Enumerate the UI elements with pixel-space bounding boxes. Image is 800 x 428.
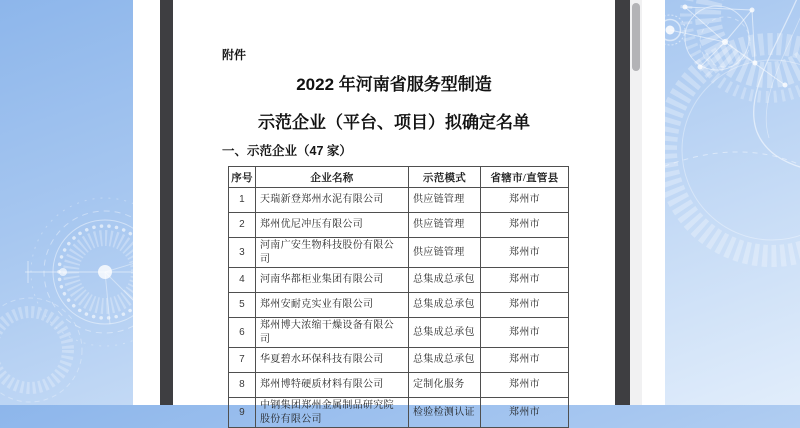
document-title-line1: 2022 年河南省服务型制造 (296, 75, 492, 95)
row-number-cell: 9 (229, 398, 256, 428)
demo-mode-cell: 供应链管理 (409, 213, 481, 238)
companies-table-body (229, 188, 569, 428)
company-name-cell: 天瑞新登郑州水泥有限公司 (256, 188, 409, 213)
city-cell: 郑州市 (481, 348, 569, 373)
row-number-cell: 1 (229, 188, 256, 213)
company-name-cell: 中钢集团郑州金属制品研究院股份有限公司 (256, 398, 409, 428)
demo-mode-cell: 检验检测认证 (409, 398, 481, 428)
document-title-line2: 示范企业（平台、项目）拟确定名单 (258, 112, 530, 132)
header-serial-number: 序号 (229, 167, 256, 188)
table-row (229, 318, 569, 348)
table-row (229, 398, 569, 428)
city-cell: 郑州市 (481, 213, 569, 238)
city-cell: 郑州市 (481, 238, 569, 268)
demo-mode-cell: 供应链管理 (409, 188, 481, 213)
header-city: 省辖市/直管县 (481, 167, 569, 188)
company-name-cell: 河南广安生物科技股份有限公司 (256, 238, 409, 268)
table-row (229, 188, 569, 213)
companies-table (228, 166, 569, 428)
company-name-cell: 郑州博大浓缩干燥设备有限公司 (256, 318, 409, 348)
document-viewer-window (133, 0, 665, 425)
table-row (229, 213, 569, 238)
city-cell: 郑州市 (481, 398, 569, 428)
demo-mode-cell: 总集成总承包 (409, 318, 481, 348)
row-number-cell: 4 (229, 268, 256, 293)
demo-mode-cell: 总集成总承包 (409, 348, 481, 373)
table-row (229, 348, 569, 373)
header-company-name: 企业名称 (256, 167, 409, 188)
city-cell: 郑州市 (481, 268, 569, 293)
row-number-cell: 6 (229, 318, 256, 348)
demo-mode-cell: 总集成总承包 (409, 293, 481, 318)
demo-mode-cell: 供应链管理 (409, 238, 481, 268)
table-row (229, 268, 569, 293)
scrollbar-thumb[interactable] (632, 3, 640, 71)
company-name-cell: 河南华都柜业集团有限公司 (256, 268, 409, 293)
row-number-cell: 5 (229, 293, 256, 318)
row-number-cell: 7 (229, 348, 256, 373)
row-number-cell: 3 (229, 238, 256, 268)
demo-mode-cell: 总集成总承包 (409, 268, 481, 293)
scrollbar-track[interactable] (630, 0, 642, 405)
attachment-label: 附件 (222, 48, 247, 62)
company-name-cell: 郑州博特硬质材料有限公司 (256, 373, 409, 398)
company-name-cell: 华夏碧水环保科技有限公司 (256, 348, 409, 373)
section-heading: 一、示范企业（47 家） (222, 144, 352, 159)
row-number-cell: 8 (229, 373, 256, 398)
header-demo-mode: 示范模式 (409, 167, 481, 188)
city-cell: 郑州市 (481, 188, 569, 213)
city-cell: 郑州市 (481, 373, 569, 398)
company-name-cell: 郑州安耐克实业有限公司 (256, 293, 409, 318)
row-number-cell: 2 (229, 213, 256, 238)
table-row (229, 238, 569, 268)
demo-mode-cell: 定制化服务 (409, 373, 481, 398)
table-row (229, 373, 569, 398)
city-cell: 郑州市 (481, 293, 569, 318)
table-header-row (229, 167, 569, 188)
city-cell: 郑州市 (481, 318, 569, 348)
document-page (173, 0, 615, 425)
table-row (229, 293, 569, 318)
company-name-cell: 郑州优尼冲压有限公司 (256, 213, 409, 238)
viewer-dark-frame (160, 0, 630, 425)
